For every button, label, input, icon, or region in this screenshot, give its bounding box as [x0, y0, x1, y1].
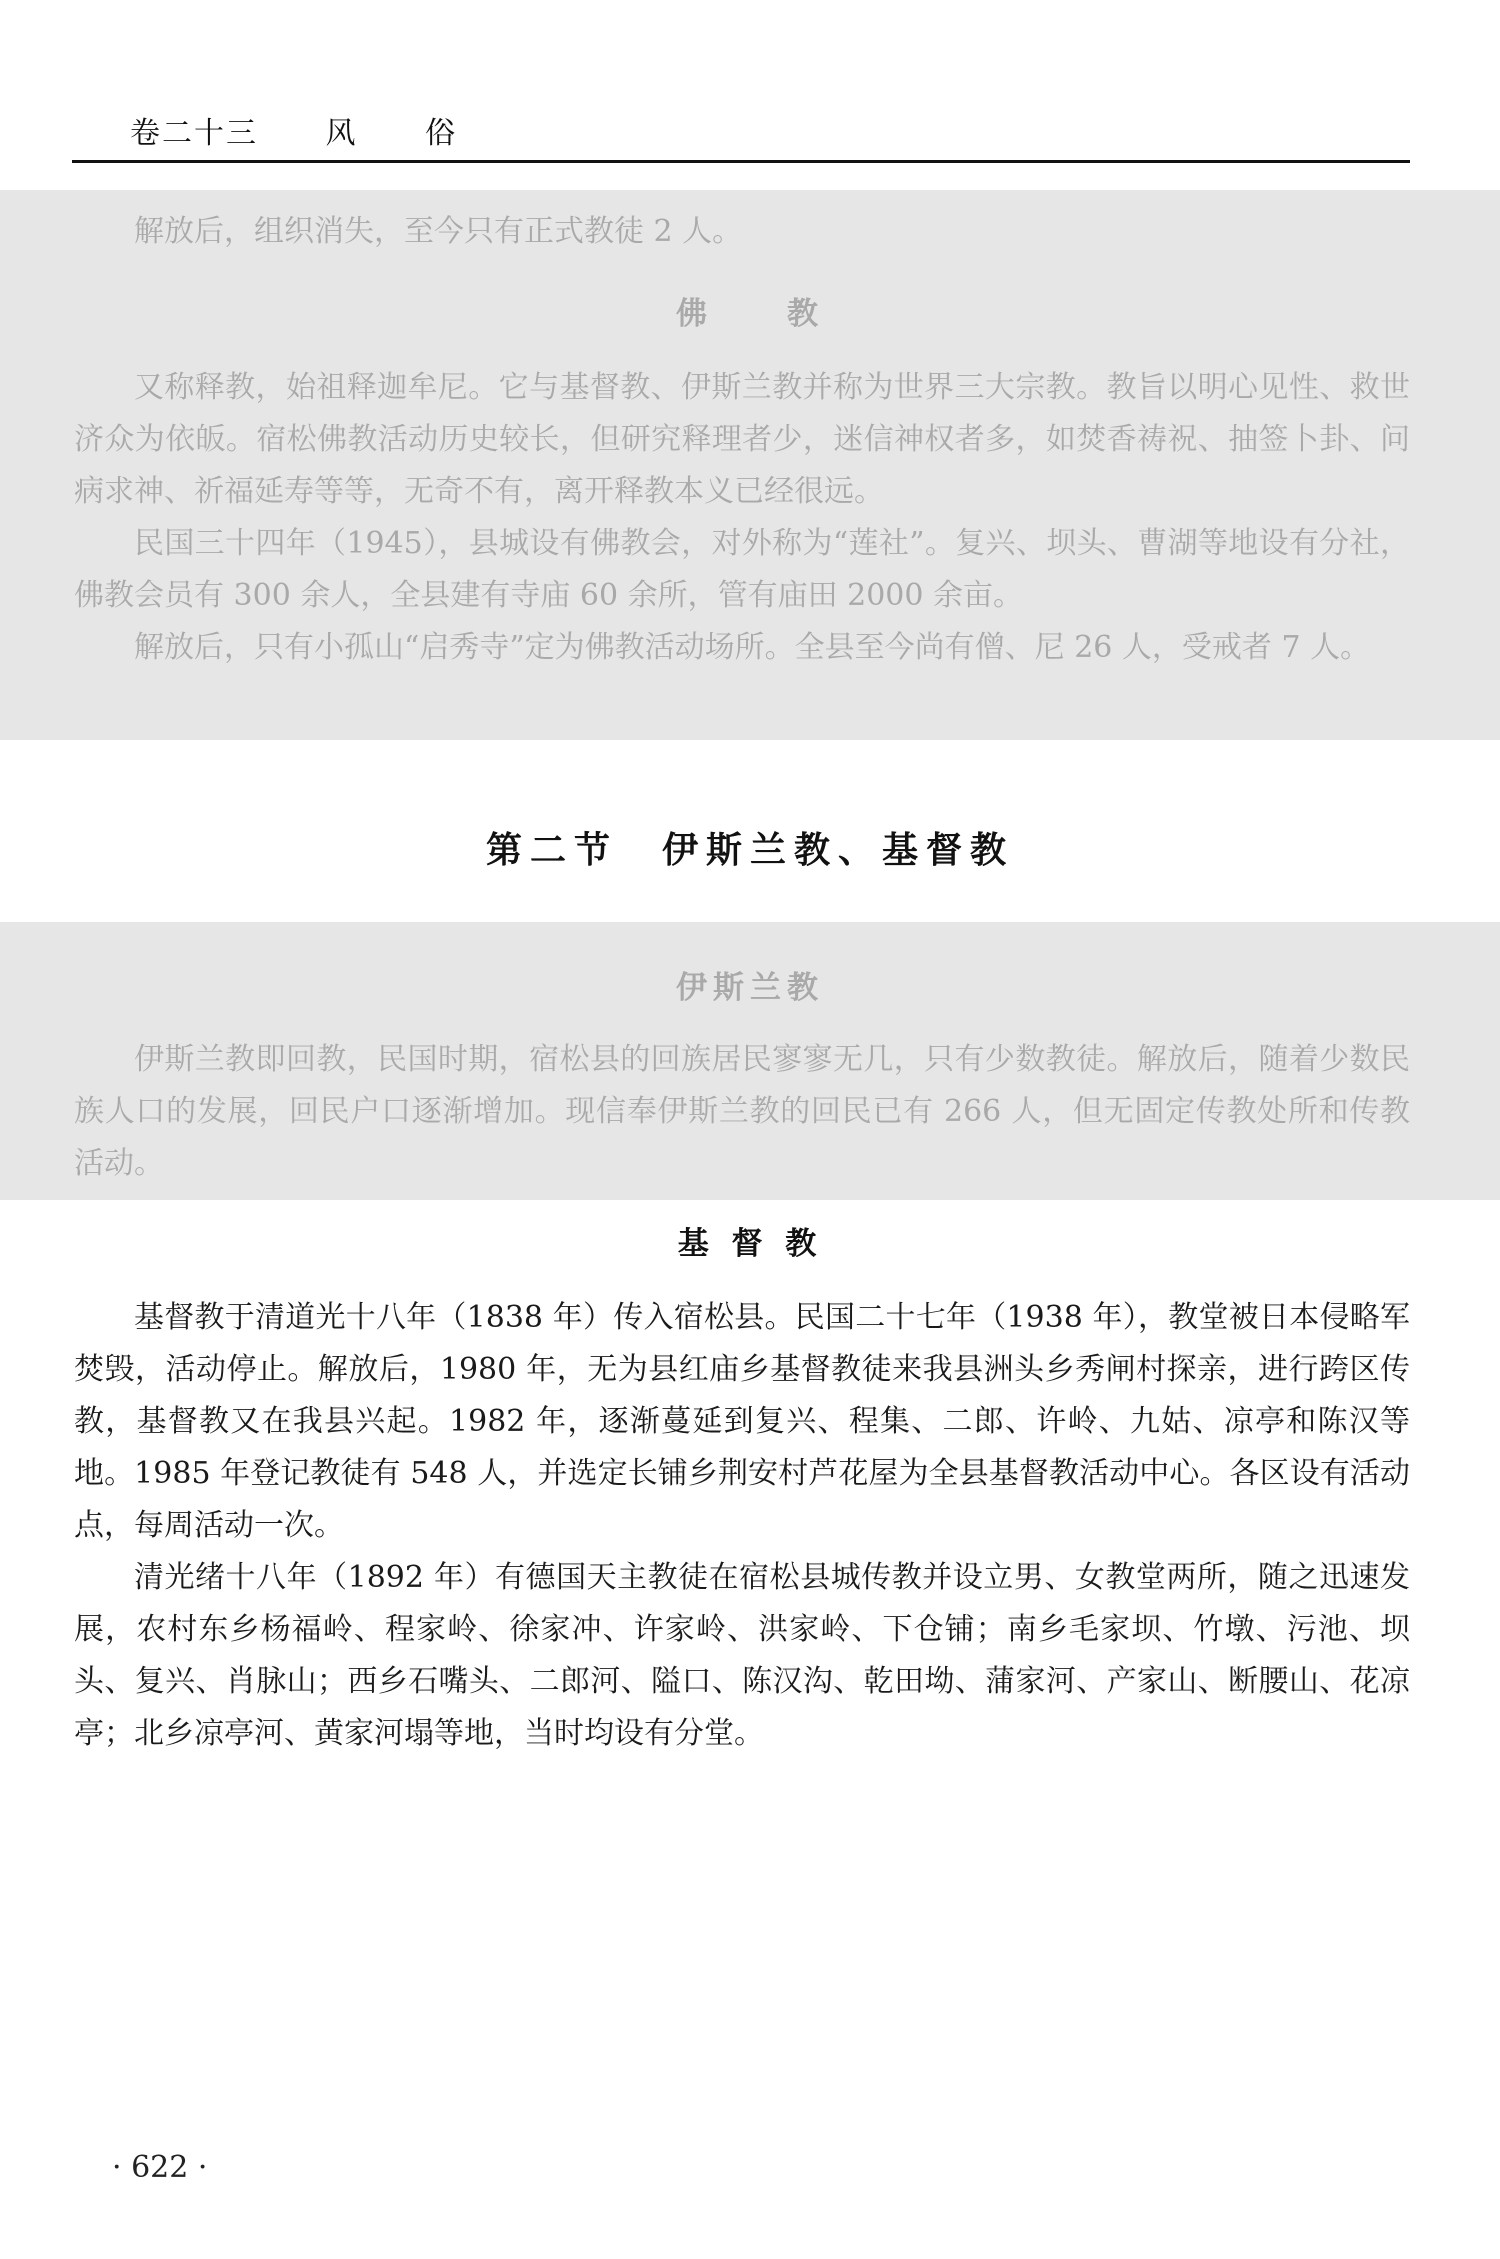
- islam-paragraph-1: 伊斯兰教即回教，民国时期，宿松县的回族居民寥寥无几，只有少数教徒。解放后，随着少数民族人口的发展，回民户口逐渐增加。现信奉伊斯兰教的回民已有 266 人，但无固定传教处所和传教活动。: [74, 1042, 1410, 1181]
- running-header: [130, 108, 457, 152]
- buddhism-intro-line: 解放后，组织消失，至今只有正式教徒 2 人。: [134, 214, 743, 249]
- section-title: 第二节 伊斯兰教、基督教: [485, 829, 1014, 871]
- christianity-paragraph-2: 清光绪十八年（1892 年）有德国天主教徒在宿松县城传教并设立男、女教堂两所，随之迅速发展，农村东乡杨福岭、程家岭、徐家冲、许家岭、洪家岭、下仓铺；南乡毛家坝、竹墩、污池、坝头、复兴、肖脉山；西乡石嘴头、二郎河、隘口、陈汉沟、乾田坳、蒲家河、产家山、断腰山、花凉亭；北乡凉亭河、黄家河塌等地，当时均设有分堂。: [74, 1560, 1410, 1751]
- page-number: · 622 ·: [112, 2150, 208, 2185]
- volume-label: 卷二十三: [130, 116, 258, 151]
- islam-heading: 伊斯兰教: [676, 970, 824, 1006]
- buddhism-heading: 佛 教: [676, 296, 824, 332]
- header-rule: [72, 160, 1410, 163]
- buddhism-paragraph-2: 民国三十四年（1945），县城设有佛教会，对外称为“莲社”。复兴、坝头、曹湖等地设有分社，佛教会员有 300 余人，全县建有寺庙 60 余所，管有庙田 2000 余亩。: [74, 526, 1410, 613]
- topic-label-part1: 风: [325, 116, 358, 151]
- christianity-heading: 基 督 教: [677, 1226, 823, 1262]
- buddhism-paragraph-3: 解放后，只有小孤山“启秀寺”定为佛教活动场所。全县至今尚有僧、尼 26 人，受戒者 7 人。: [134, 630, 1371, 665]
- topic-label-part2: 俗: [425, 116, 458, 151]
- christianity-paragraph-1: 基督教于清道光十八年（1838 年）传入宿松县。民国二十七年（1938 年），教堂被日本侵略军焚毁，活动停止。解放后，1980 年，无为县红庙乡基督教徒来我县洲头乡秀闸村探亲，进行跨区传教，基督教又在我县兴起。1982 年，逐渐蔓延到复兴、程集、二郎、许岭、九姑、凉亭和陈汉等地。1985 年登记教徒有 548 人，并选定长铺乡荆安村芦花屋为全县基督教活动中心。各区设有活动点，每周活动一次。: [74, 1300, 1410, 1543]
- buddhism-paragraph-1: 又称释教，始祖释迦牟尼。它与基督教、伊斯兰教并称为世界三大宗教。教旨以明心见性、救世济众为依皈。宿松佛教活动历史较长，但研究释理者少，迷信神权者多，如焚香祷祝、抽签卜卦、问病求神、祈福延寿等等，无奇不有，离开释教本义已经很远。: [74, 370, 1410, 509]
